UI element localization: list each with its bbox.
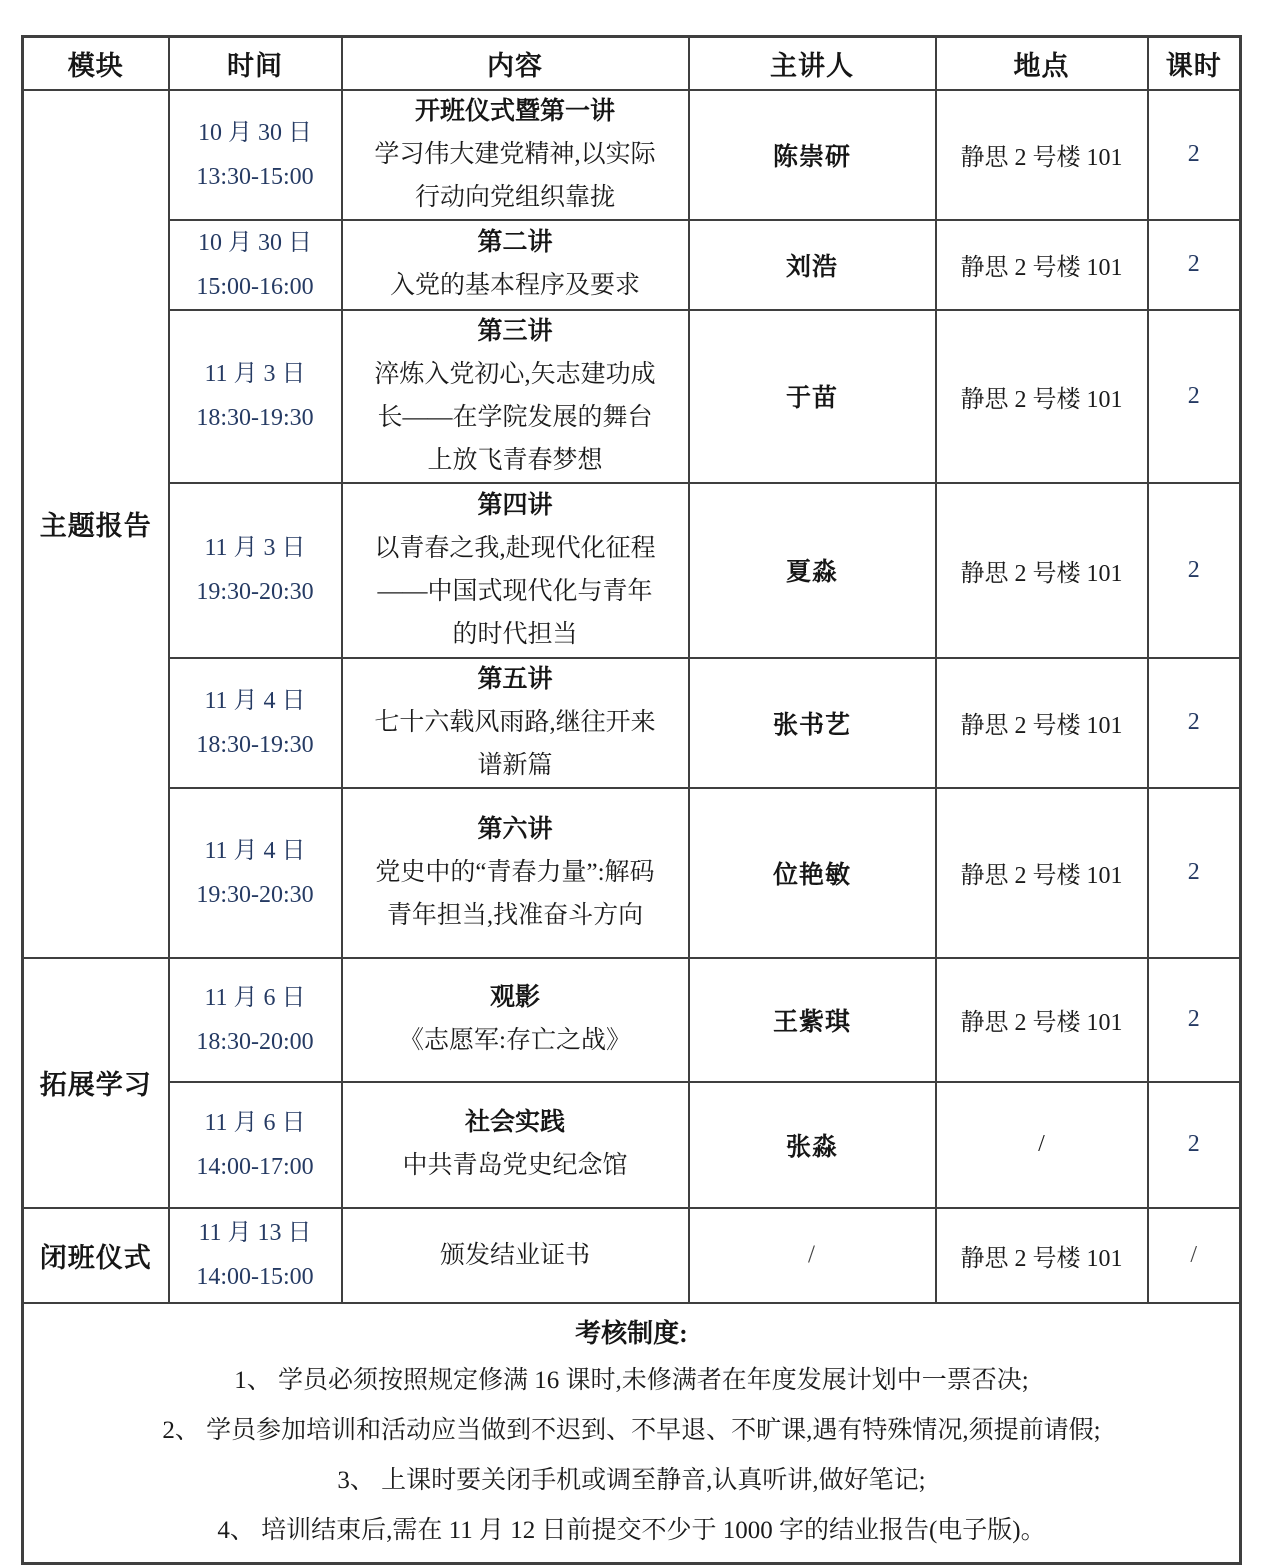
column-header-hours: 课时 bbox=[1148, 37, 1241, 90]
table-row bbox=[23, 1082, 1241, 1208]
lecture-title: 第六讲 bbox=[477, 815, 553, 843]
speaker-cell: 夏淼 bbox=[689, 483, 936, 658]
time-range-text: 19:30-20:30 bbox=[196, 881, 314, 908]
hours-cell: 2 bbox=[1148, 788, 1241, 958]
speaker-cell: 位艳敏 bbox=[689, 788, 936, 958]
table-row bbox=[23, 788, 1241, 958]
note-item: 4、 培训结束后,需在 11 月 12 日前提交不少于 1000 字的结业报告(电子版)。 bbox=[217, 1516, 1046, 1544]
lecture-desc: 入党的基本程序及要求 bbox=[389, 272, 640, 299]
speaker-cell: 陈崇研 bbox=[689, 90, 936, 220]
time-cell bbox=[169, 658, 342, 788]
speaker-cell: 于苗 bbox=[689, 310, 936, 483]
content-cell bbox=[342, 1208, 689, 1303]
lecture-title: 开班仪式暨第一讲 bbox=[414, 97, 615, 125]
time-cell bbox=[169, 90, 342, 220]
header-row bbox=[23, 37, 1241, 90]
lecture-title: 第五讲 bbox=[477, 665, 553, 693]
lecture-title: 社会实践 bbox=[464, 1109, 565, 1136]
time-cell bbox=[169, 788, 342, 958]
lecture-desc: 党史中的“青春力量”:解码青年担当,找准奋斗方向 bbox=[375, 858, 655, 929]
content-cell bbox=[342, 483, 689, 658]
hours-cell: 2 bbox=[1148, 658, 1241, 788]
lecture-desc: 中共青岛党史纪念馆 bbox=[402, 1152, 628, 1179]
lecture-desc: 颁发结业证书 bbox=[439, 1241, 590, 1269]
module-cell-topic-report: 主题报告 bbox=[23, 90, 169, 958]
time-cell bbox=[169, 958, 342, 1082]
note-item: 1、 学员必须按照规定修满 16 课时,未修满者在年度发展计划中一票否决; bbox=[234, 1366, 1029, 1394]
location-cell: 静思 2 号楼 101 bbox=[936, 310, 1148, 483]
speaker-cell: 刘浩 bbox=[689, 220, 936, 310]
hours-cell: 2 bbox=[1148, 220, 1241, 310]
lecture-title: 观影 bbox=[489, 984, 540, 1011]
table-row bbox=[23, 958, 1241, 1082]
lecture-desc: 学习伟大建党精神,以实际行动向党组织靠拢 bbox=[374, 140, 656, 211]
table-row bbox=[23, 658, 1241, 788]
column-header-content: 内容 bbox=[342, 37, 689, 90]
content-cell bbox=[342, 220, 689, 310]
table-row bbox=[23, 483, 1241, 658]
location-cell: 静思 2 号楼 101 bbox=[936, 90, 1148, 220]
hours-cell: 2 bbox=[1148, 90, 1241, 220]
table-row bbox=[23, 220, 1241, 310]
lecture-title: 第二讲 bbox=[477, 229, 553, 256]
hours-cell: 2 bbox=[1148, 310, 1241, 483]
time-range-text: 19:30-20:30 bbox=[196, 579, 314, 605]
speaker-cell: / bbox=[689, 1208, 936, 1303]
date-text: 10 月 30 日 bbox=[198, 119, 312, 146]
note-item: 3、 上课时要关闭手机或调至静音,认真听讲,做好笔记; bbox=[337, 1466, 926, 1494]
time-range-text: 18:30-20:00 bbox=[196, 1028, 314, 1055]
time-range-text: 14:00-17:00 bbox=[196, 1153, 314, 1180]
column-header-speaker: 主讲人 bbox=[689, 37, 936, 90]
hours-cell: 2 bbox=[1148, 483, 1241, 658]
time-range-text: 18:30-19:30 bbox=[196, 405, 314, 431]
lecture-desc: 七十六载风雨路,继往开来谱新篇 bbox=[374, 708, 656, 779]
time-cell bbox=[169, 310, 342, 483]
lecture-title: 第四讲 bbox=[477, 491, 553, 519]
time-range-text: 14:00-15:00 bbox=[196, 1264, 314, 1290]
lecture-title: 第三讲 bbox=[477, 317, 553, 345]
date-text: 11 月 3 日 bbox=[204, 361, 306, 387]
content-cell bbox=[342, 1082, 689, 1208]
speaker-cell: 王紫琪 bbox=[689, 958, 936, 1082]
date-text: 11 月 4 日 bbox=[204, 687, 306, 714]
notes-row bbox=[23, 1303, 1241, 1564]
date-text: 11 月 6 日 bbox=[204, 984, 306, 1011]
module-cell-closing-ceremony: 闭班仪式 bbox=[23, 1208, 169, 1303]
column-header-time: 时间 bbox=[169, 37, 342, 90]
date-text: 11 月 4 日 bbox=[204, 837, 306, 864]
lecture-desc: 淬炼入党初心,矢志建功成长——在学院发展的舞台上放飞青春梦想 bbox=[374, 360, 656, 474]
time-cell bbox=[169, 483, 342, 658]
module-cell-extended-learning: 拓展学习 bbox=[23, 958, 169, 1208]
location-cell: / bbox=[936, 1082, 1148, 1208]
date-text: 11 月 13 日 bbox=[198, 1220, 312, 1246]
time-cell bbox=[169, 1208, 342, 1303]
notes-heading: 考核制度: bbox=[575, 1318, 688, 1348]
time-range-text: 18:30-19:30 bbox=[196, 731, 314, 758]
location-cell: 静思 2 号楼 101 bbox=[936, 1208, 1148, 1303]
training-schedule-table bbox=[21, 35, 1242, 1565]
table-row bbox=[23, 1208, 1241, 1303]
column-header-location: 地点 bbox=[936, 37, 1148, 90]
speaker-cell: 张淼 bbox=[689, 1082, 936, 1208]
time-range-text: 15:00-16:00 bbox=[196, 273, 314, 300]
location-cell: 静思 2 号楼 101 bbox=[936, 958, 1148, 1082]
lecture-desc: 《志愿军:存亡之战》 bbox=[399, 1027, 631, 1054]
location-cell: 静思 2 号楼 101 bbox=[936, 788, 1148, 958]
location-cell: 静思 2 号楼 101 bbox=[936, 658, 1148, 788]
hours-cell: 2 bbox=[1148, 1082, 1241, 1208]
location-cell: 静思 2 号楼 101 bbox=[936, 483, 1148, 658]
hours-cell: / bbox=[1148, 1208, 1241, 1303]
content-cell bbox=[342, 658, 689, 788]
speaker-cell: 张书艺 bbox=[689, 658, 936, 788]
content-cell bbox=[342, 310, 689, 483]
date-text: 11 月 6 日 bbox=[204, 1109, 306, 1136]
time-cell bbox=[169, 1082, 342, 1208]
time-range-text: 13:30-15:00 bbox=[196, 163, 314, 190]
content-cell bbox=[342, 90, 689, 220]
note-item: 2、 学员参加培训和活动应当做到不迟到、不早退、不旷课,遇有特殊情况,须提前请假; bbox=[162, 1416, 1101, 1444]
notes-section bbox=[23, 1303, 1241, 1564]
location-cell: 静思 2 号楼 101 bbox=[936, 220, 1148, 310]
table-row bbox=[23, 90, 1241, 220]
hours-cell: 2 bbox=[1148, 958, 1241, 1082]
content-cell bbox=[342, 958, 689, 1082]
time-cell bbox=[169, 220, 342, 310]
column-header-module: 模块 bbox=[23, 37, 169, 90]
date-text: 10 月 30 日 bbox=[198, 229, 312, 256]
table-row bbox=[23, 310, 1241, 483]
content-cell bbox=[342, 788, 689, 958]
date-text: 11 月 3 日 bbox=[204, 535, 306, 561]
lecture-desc: 以青春之我,赴现代化征程——中国式现代化与青年的时代担当 bbox=[374, 534, 656, 648]
